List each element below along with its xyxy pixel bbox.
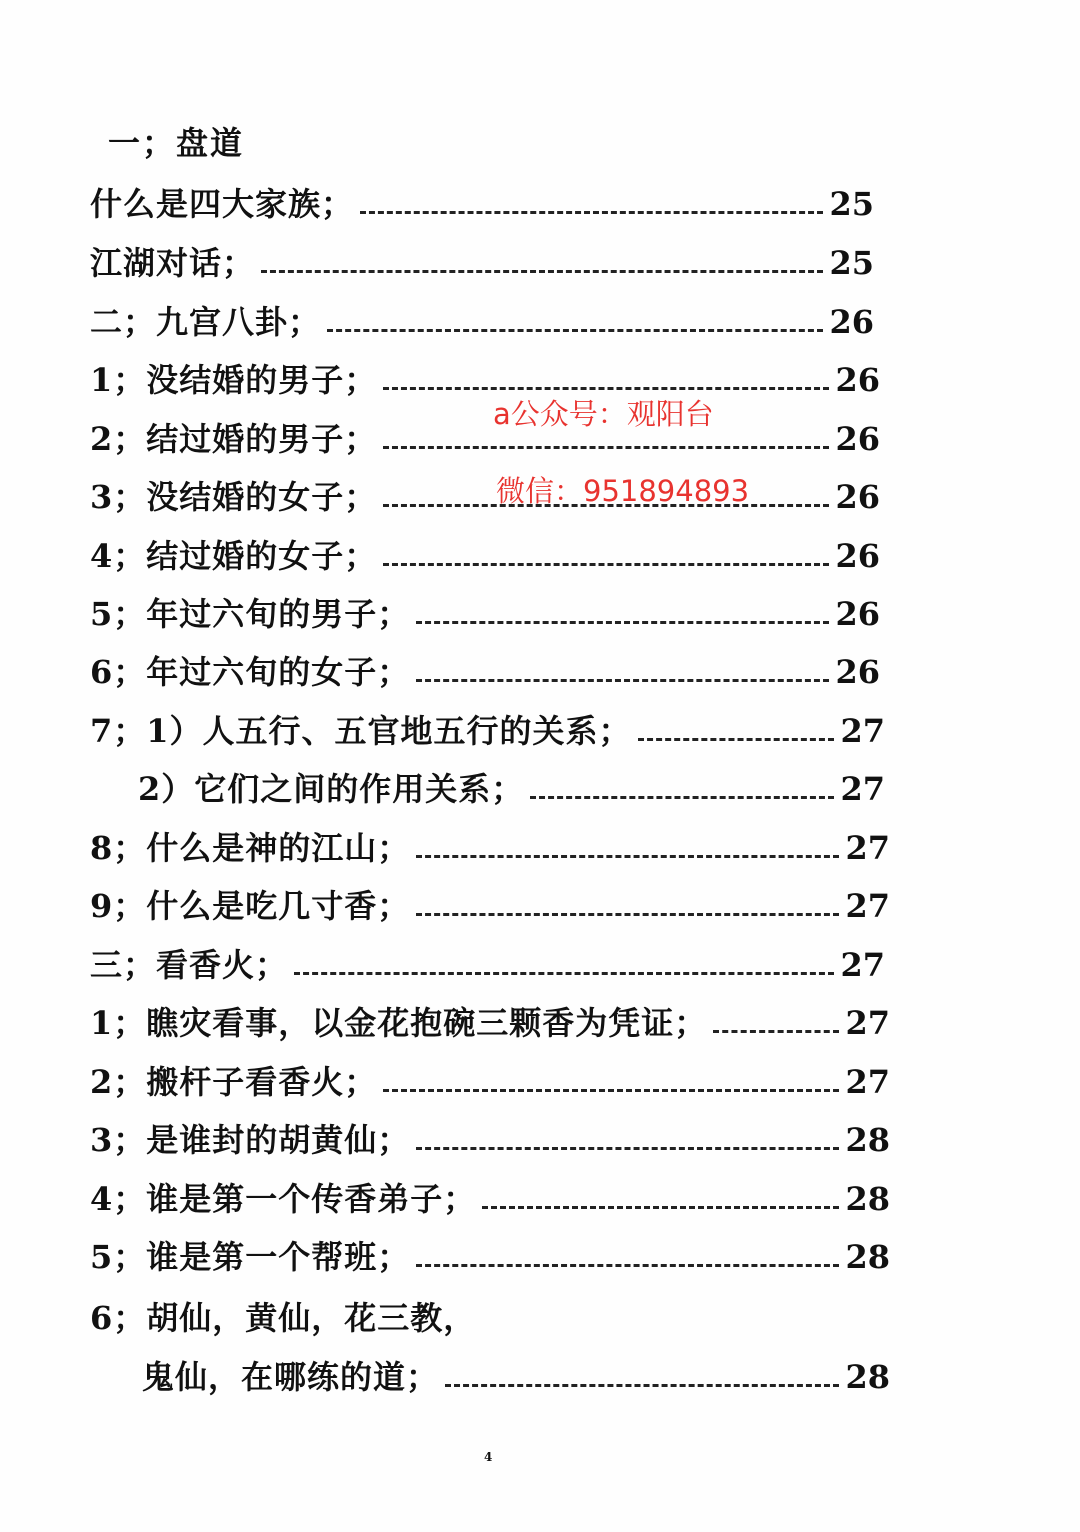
- toc-leader: [416, 1264, 839, 1267]
- toc-entry-title: 2）它们之间的作用关系；: [138, 770, 525, 808]
- toc-entry-page: 27: [845, 1063, 890, 1101]
- toc-entry: [90, 300, 874, 344]
- toc-leader: [416, 679, 829, 682]
- toc-entry: [90, 592, 880, 636]
- toc-entry-title: 2；搬杆子看香火；: [90, 1063, 378, 1101]
- toc-leader: [416, 621, 829, 624]
- toc-leader: [383, 387, 829, 390]
- toc-entry-page: 27: [845, 1004, 890, 1042]
- toc-entry-page: 26: [835, 537, 880, 575]
- section-heading-pandao: 一；盘道: [108, 124, 245, 162]
- toc-entry-title: 5；年过六旬的男子；: [90, 595, 411, 633]
- toc-entry-page: 25: [829, 185, 874, 223]
- toc-leader: [294, 972, 834, 975]
- toc-entry-title: 4；结过婚的女子；: [90, 537, 378, 575]
- toc-entry: [90, 534, 880, 578]
- toc-entry-page: 28: [845, 1121, 890, 1159]
- toc-leader: [360, 211, 823, 214]
- toc-entry: [90, 1235, 890, 1279]
- toc-leader: [383, 446, 829, 449]
- toc-entry: [90, 358, 880, 402]
- toc-entry: [90, 826, 890, 870]
- toc-leader: [261, 270, 823, 273]
- toc-entry-title: 2；结过婚的男子；: [90, 420, 378, 458]
- toc-entry: [90, 709, 885, 753]
- toc-leader: [713, 1030, 839, 1033]
- toc-entry-title: 二；九宫八卦；: [90, 303, 322, 341]
- toc-entry-title: 3；是谁封的胡黄仙；: [90, 1121, 411, 1159]
- page-number: 4: [484, 1450, 493, 1464]
- toc-entry-page: 26: [835, 653, 880, 691]
- toc-entry: [90, 1001, 890, 1045]
- toc-leader: [638, 738, 835, 741]
- toc-leader: [416, 913, 839, 916]
- toc-entry: [90, 417, 880, 461]
- toc-entry-title: 4；谁是第一个传香弟子；: [90, 1180, 477, 1218]
- toc-leader: [383, 563, 829, 566]
- toc-entry-title: 8；什么是神的江山；: [90, 829, 411, 867]
- toc-entry-page: 26: [835, 595, 880, 633]
- toc-entry: [138, 767, 885, 811]
- toc-leader: [445, 1384, 839, 1387]
- toc-entry-title: 1；没结婚的男子；: [90, 361, 378, 399]
- toc-entry-title: 三；看香火；: [90, 946, 289, 984]
- toc-leader: [416, 855, 839, 858]
- toc-entry: [90, 1118, 890, 1162]
- toc-entry: [90, 1177, 890, 1221]
- watermark-wechat: 微信：951894893: [496, 474, 750, 508]
- toc-entry: [90, 650, 880, 694]
- watermark-account: a公众号：观阳台: [493, 397, 714, 431]
- toc-entry-title: 9；什么是吃几寸香；: [90, 887, 411, 925]
- toc-entry-title: 鬼仙，在哪练的道；: [142, 1358, 440, 1396]
- toc-entry-title: 5；谁是第一个帮班；: [90, 1238, 411, 1276]
- toc-entry-page: 27: [840, 946, 885, 984]
- toc-entry: [90, 241, 874, 285]
- toc-entry-page: 26: [835, 361, 880, 399]
- toc-entry: [90, 1296, 590, 1340]
- toc-entry: [90, 884, 890, 928]
- toc-entry-page: 28: [845, 1358, 890, 1396]
- toc-entry: [90, 1060, 890, 1104]
- toc-leader: [530, 796, 834, 799]
- toc-entry: [90, 182, 874, 226]
- toc-entry: [90, 943, 885, 987]
- toc-entry: [142, 1355, 890, 1399]
- toc-entry-title: 3；没结婚的女子；: [90, 478, 378, 516]
- toc-entry-page: 28: [845, 1180, 890, 1218]
- toc-leader: [416, 1147, 839, 1150]
- toc-leader: [482, 1206, 839, 1209]
- toc-entry-title: 江湖对话；: [90, 244, 256, 282]
- toc-entry-page: 27: [845, 887, 890, 925]
- toc-entry: [90, 475, 880, 519]
- toc-entry-page: 26: [829, 303, 874, 341]
- toc-leader: [327, 329, 823, 332]
- toc-entry-page: 26: [835, 478, 880, 516]
- toc-entry-page: 28: [845, 1238, 890, 1276]
- toc-entry-title: 什么是四大家族；: [90, 185, 355, 223]
- toc-entry-title: 6；胡仙，黄仙，花三教，: [90, 1299, 477, 1337]
- toc-entry-title: 1；瞧灾看事，以金花抱碗三颗香为凭证；: [90, 1004, 708, 1042]
- toc-entry-page: 25: [829, 244, 874, 282]
- toc-entry-page: 27: [840, 770, 885, 808]
- toc-leader: [383, 1089, 839, 1092]
- toc-entry-page: 26: [835, 420, 880, 458]
- toc-entry-title: 7；1）人五行、五官地五行的关系；: [90, 712, 632, 750]
- toc-entry-title: 6；年过六旬的女子；: [90, 653, 411, 691]
- toc-entry-page: 27: [845, 829, 890, 867]
- toc-entry-page: 27: [840, 712, 885, 750]
